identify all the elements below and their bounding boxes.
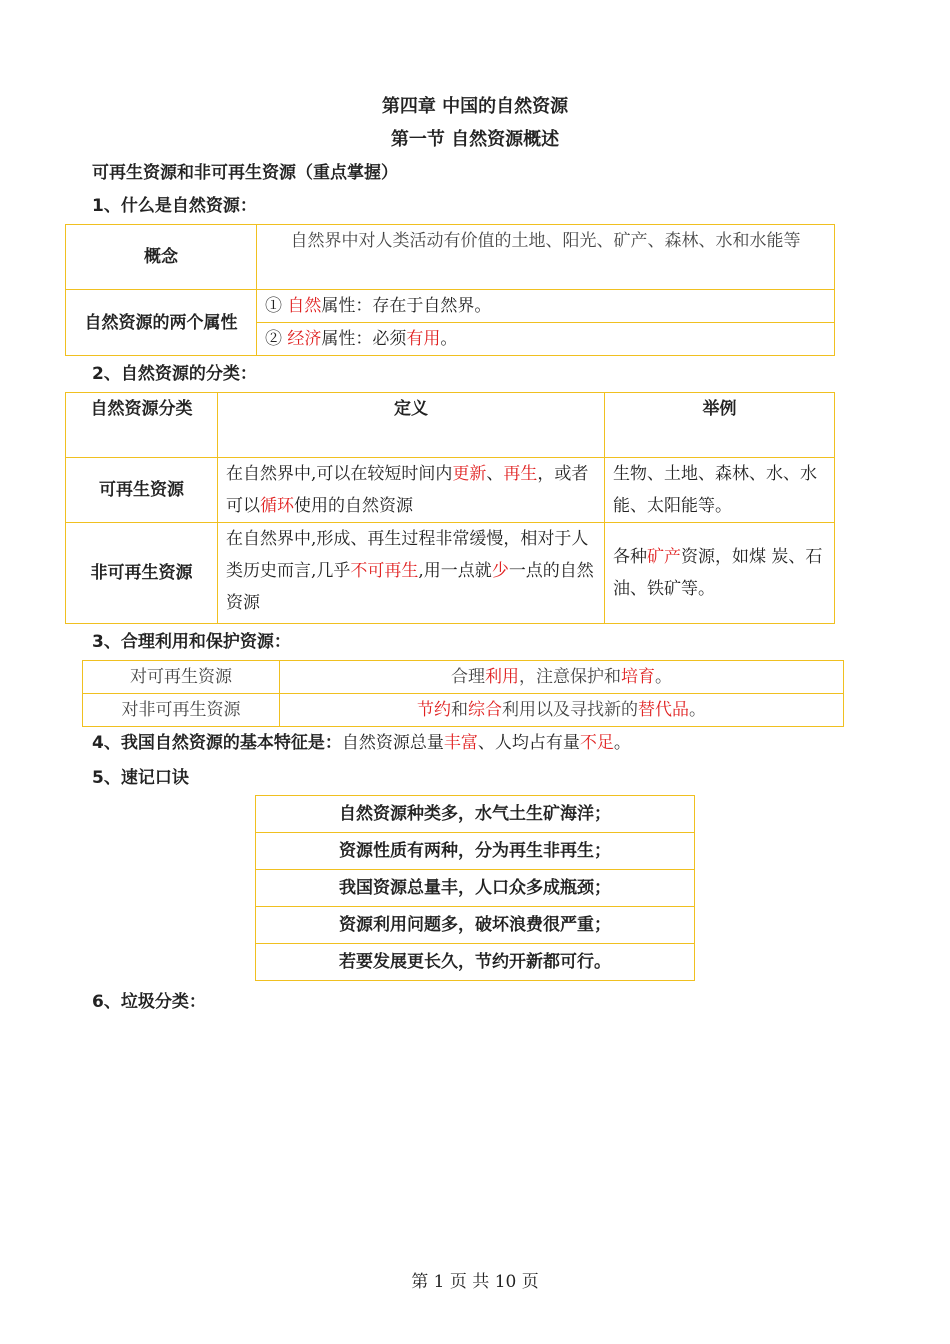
q1-heading: 1、什么是自然资源： (92, 196, 257, 216)
concept-label: 概念 (66, 225, 257, 290)
renewable-policy: 合理利用，注意保护和培育。 (280, 661, 844, 694)
mnemonic-line: 若要发展更长久，节约开新都可行。 (256, 944, 695, 981)
mnemonic-line: 资源利用问题多，破坏浪费很严重； (256, 907, 695, 944)
topic-heading: 可再生资源和非可再生资源（重点掌握） (92, 163, 398, 183)
renewable-policy-label: 对可再生资源 (83, 661, 280, 694)
section-title: 第一节 自然资源概述 (390, 129, 560, 150)
protection-table (82, 660, 844, 727)
attr-natural: ① 自然属性：存在于自然界。 (257, 290, 835, 323)
mnemonic-line: 自然资源种类多，水气土生矿海洋； (256, 796, 695, 833)
concept-table (65, 224, 835, 356)
renewable-example: 生物、土地、森林、水、水能、太阳能等。 (605, 458, 835, 523)
q5-heading: 5、速记口诀 (92, 768, 189, 788)
q6-heading: 6、垃圾分类： (92, 992, 206, 1012)
mnemonic-line: 资源性质有两种，分为再生非再生； (256, 833, 695, 870)
nonrenewable-label: 非可再生资源 (66, 523, 218, 624)
q4-line: 4、我国自然资源的基本特征是：自然资源总量丰富、人均占有量不足。 (92, 733, 631, 753)
renewable-label: 可再生资源 (66, 458, 218, 523)
nonrenewable-policy-label: 对非可再生资源 (83, 694, 280, 727)
attr-economic: ② 经济属性：必须有用。 (257, 323, 835, 356)
q2-heading: 2、自然资源的分类： (92, 364, 257, 384)
col-header-def: 定义 (218, 393, 605, 458)
col-header-example: 举例 (605, 393, 835, 458)
col-header-class: 自然资源分类 (66, 393, 218, 458)
mnemonic-table (255, 795, 695, 981)
nonrenewable-example: 各种矿产资源，如煤 炭、石油、铁矿等。 (605, 523, 835, 624)
page-footer: 第 1 页 共 10 页 (411, 1272, 539, 1292)
attr-label: 自然资源的两个属性 (66, 290, 257, 356)
nonrenewable-policy: 节约和综合利用以及寻找新的替代品。 (280, 694, 844, 727)
concept-text: 自然界中对人类活动有价值的土地、阳光、矿产、森林、水和水能等 (257, 225, 835, 290)
mnemonic-line: 我国资源总量丰，人口众多成瓶颈； (256, 870, 695, 907)
q3-heading: 3、合理利用和保护资源： (92, 632, 291, 652)
renewable-def: 在自然界中,可以在较短时间内更新、再生，或者可以循环使用的自然资源 (218, 458, 605, 523)
classification-table (65, 392, 835, 624)
nonrenewable-def: 在自然界中,形成、再生过程非常缓慢，相对于人类历史而言,几乎不可再生,用一点就少一点的自然资源 (218, 523, 605, 624)
chapter-title: 第四章 中国的自然资源 (381, 96, 569, 117)
